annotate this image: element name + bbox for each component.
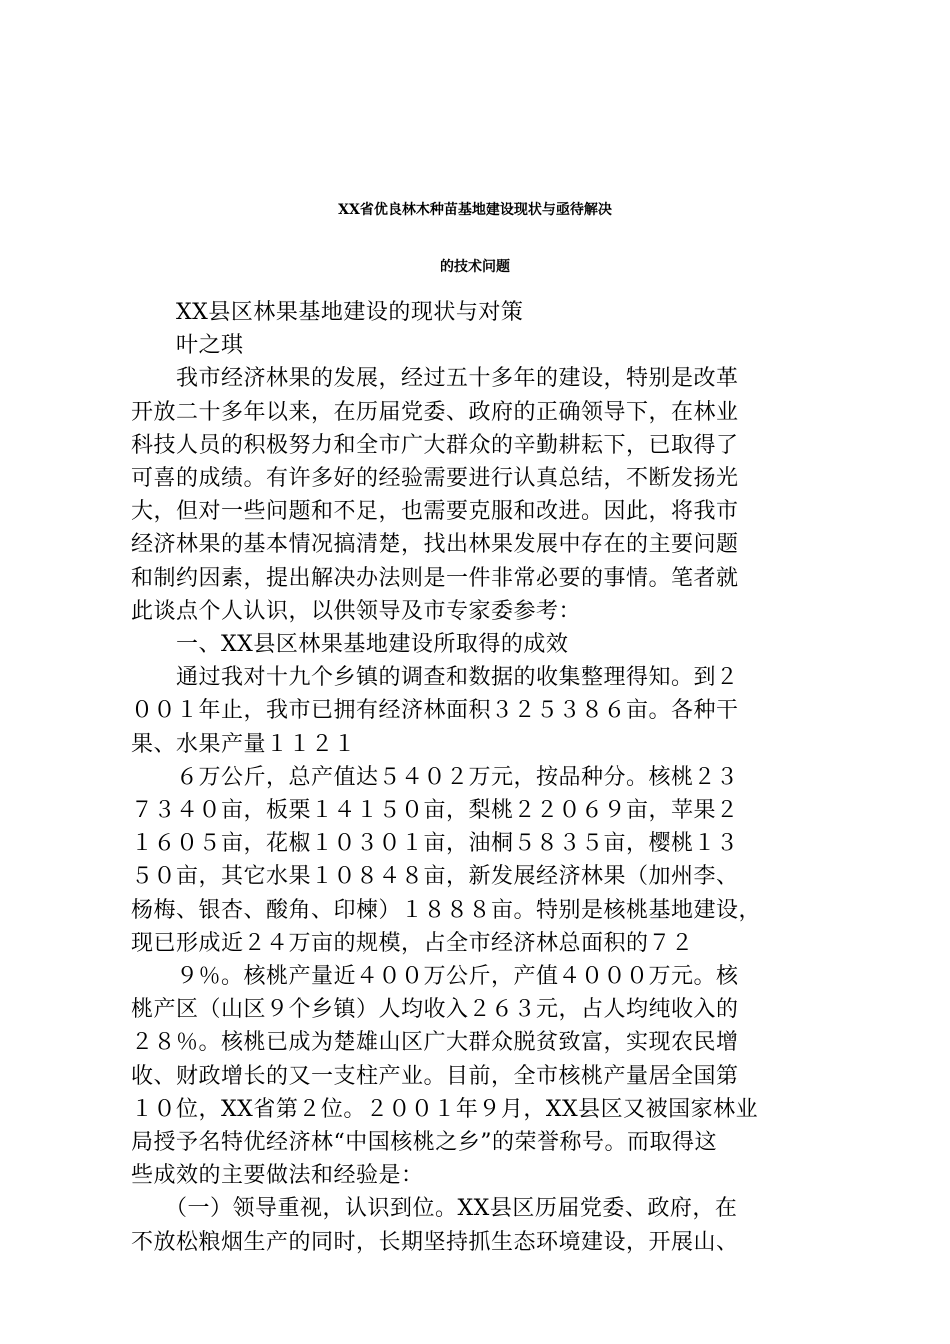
body-text-line: （一）领导重视，认识到位。XX县区历届党委、政府，在 bbox=[131, 1196, 738, 1222]
body-text-line: 桃产区（山区９个乡镇）人均收入２６３元，占人均纯收入的 bbox=[131, 997, 739, 1023]
body-text-line: ７３４０亩，板栗１４１５０亩，梨桃２２０６９亩，苹果２ bbox=[131, 798, 739, 823]
body-text-line: 和制约因素，提出解决办法则是一件非常必要的事情。笔者就 bbox=[131, 565, 739, 591]
body-text-line: XX县区林果基地建设的现状与对策 bbox=[131, 300, 524, 325]
body-text-line: 收、财政增长的又一支柱产业。目前，全市核桃产量居全国第 bbox=[131, 1063, 739, 1089]
body-text-line: 大，但对一些问题和不足，也需要克服和改进。因此，将我市 bbox=[131, 499, 739, 525]
body-text-line: ２８％。核桃已成为楚雄山区广大群众脱贫致富，实现农民增 bbox=[131, 1030, 739, 1056]
body-text-line: ００１年止，我市已拥有经济林面积３２５３８６亩。各种干 bbox=[131, 698, 739, 724]
body-text-line: 果、水果产量１１２１ bbox=[131, 731, 357, 757]
body-text-line: １６０５亩，花椒１０３０１亩，油桐５８３５亩，樱桃１３ bbox=[131, 831, 739, 857]
body-text-line: 科技人员的积极努力和全市广大群众的辛勤耕耘下，已取得了 bbox=[131, 432, 739, 458]
body-text-line: ５０亩，其它水果１０８４８亩，新发展经济林果（加州李、 bbox=[131, 864, 739, 890]
body-text-line: ６万公斤，总产值达５４０２万元，按品种分。核桃２３ bbox=[131, 764, 739, 790]
body-text-line: 经济林果的基本情况搞清楚，找出林果发展中存在的主要问题 bbox=[131, 532, 739, 558]
body-text-line: 一、XX县区林果基地建设所取得的成效 bbox=[131, 632, 569, 657]
body-text-line: 杨梅、银杏、酸角、印楝）１８８８亩。特别是核桃基地建设， bbox=[131, 897, 762, 923]
body-text-line: 些成效的主要做法和经验是： bbox=[131, 1163, 424, 1189]
body-text-line: 不放松粮烟生产的同时，长期坚持抓生态环境建设，开展山、 bbox=[131, 1229, 739, 1255]
body-text-line: 通过我对十九个乡镇的调查和数据的收集整理得知。到２ bbox=[131, 665, 739, 691]
body-text-line: 我市经济林果的发展，经过五十多年的建设，特别是改革 bbox=[131, 366, 739, 392]
body-text-line: 开放二十多年以来，在历届党委、政府的正确领导下，在林业 bbox=[131, 399, 739, 425]
body-text-line: ９％。核桃产量近４００万公斤，产值４０００万元。核 bbox=[131, 964, 739, 989]
body-text-line: 可喜的成绩。有许多好的经验需要进行认真总结，不断发扬光 bbox=[131, 466, 739, 491]
document-title-line-2: 的技术问题 bbox=[440, 259, 510, 275]
body-text-line: １０位，XX省第２位。２００１年９月，XX县区又被国家林业 bbox=[131, 1096, 759, 1122]
body-text-line: 叶之琪 bbox=[131, 333, 244, 359]
body-text-line: 局授予名特优经济林“中国核桃之乡”的荣誉称号。而取得这 bbox=[131, 1130, 717, 1155]
body-text-line: 此谈点个人认识，以供领导及市专家委参考： bbox=[131, 598, 582, 624]
body-text-line: 现已形成近２４万亩的规模，占全市经济林总面积的７２ bbox=[131, 930, 694, 956]
document-title-line-1: XX省优良林木种苗基地建设现状与亟待解决 bbox=[338, 202, 612, 218]
